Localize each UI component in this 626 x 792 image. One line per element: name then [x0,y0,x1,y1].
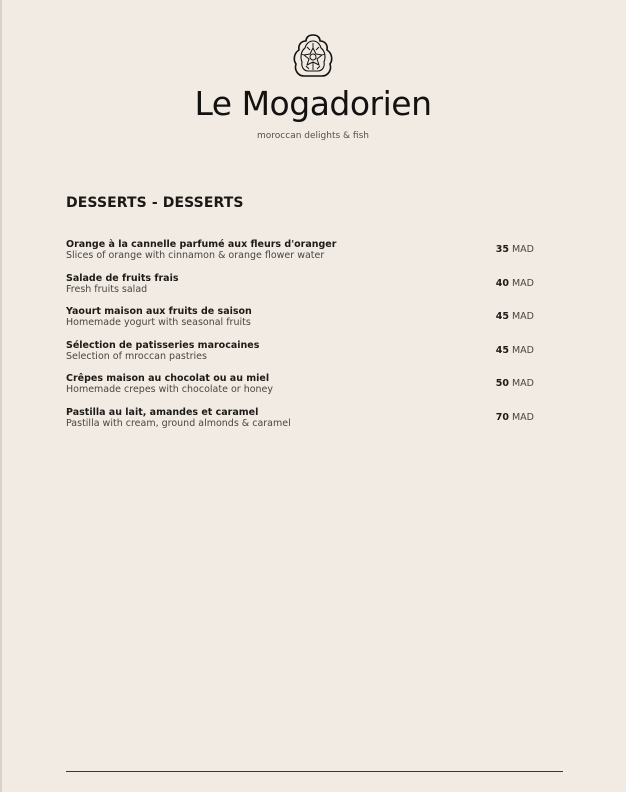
menu-list [66,239,536,441]
price-currency: MAD [511,411,534,423]
price-amount: 40 [495,277,509,289]
menu-item [66,306,536,340]
item-name: Orange à la cannelle parfumé aux fleurs d'oranger [66,239,337,250]
price-amount: 50 [495,378,509,390]
item-price [496,311,534,323]
menu-item [66,407,536,441]
price-amount: 70 [495,411,509,423]
item-description: Fresh fruits salad [66,283,148,295]
item-description: Pastilla with cream, ground almonds & caramel [66,417,291,429]
tagline: moroccan delights & fish [257,131,369,141]
item-description: Selection of mroccan pastries [66,350,207,362]
menu-item [66,273,536,307]
brand-name: Le Mogadorien [194,84,432,123]
item-price [496,378,534,390]
price-currency: MAD [511,344,534,356]
item-description: Slices of orange with cinnamon & orange flower water [66,250,325,261]
item-name: Crêpes maison au chocolat ou au miel [66,373,270,385]
moroccan-lantern-icon [291,33,335,79]
item-price [496,278,534,290]
footer-divider [66,771,563,772]
price-currency: MAD [511,277,534,289]
item-price [496,345,534,357]
item-price [496,244,534,256]
price-currency: MAD [511,378,534,390]
item-name: Salade de fruits frais [66,272,179,284]
price-currency: MAD [511,311,534,323]
item-description: Homemade crepes with chocolate or honey [66,384,274,396]
price-amount: 45 [495,344,509,356]
price-amount: 35 [495,244,509,255]
menu-item [66,239,536,273]
item-name: Yaourt maison aux fruits de saison [66,306,252,318]
section-title: DESSERTS - DESSERTS [66,195,244,211]
menu-item [66,373,536,407]
price-currency: MAD [511,244,534,255]
menu-item [66,340,536,374]
item-price [496,412,534,424]
price-amount: 45 [495,311,509,323]
item-description: Homemade yogurt with seasonal fruits [66,317,251,329]
item-name: Pastilla au lait, amandes et caramel [66,406,259,418]
item-name: Sélection de patisseries marocaines [66,339,260,351]
